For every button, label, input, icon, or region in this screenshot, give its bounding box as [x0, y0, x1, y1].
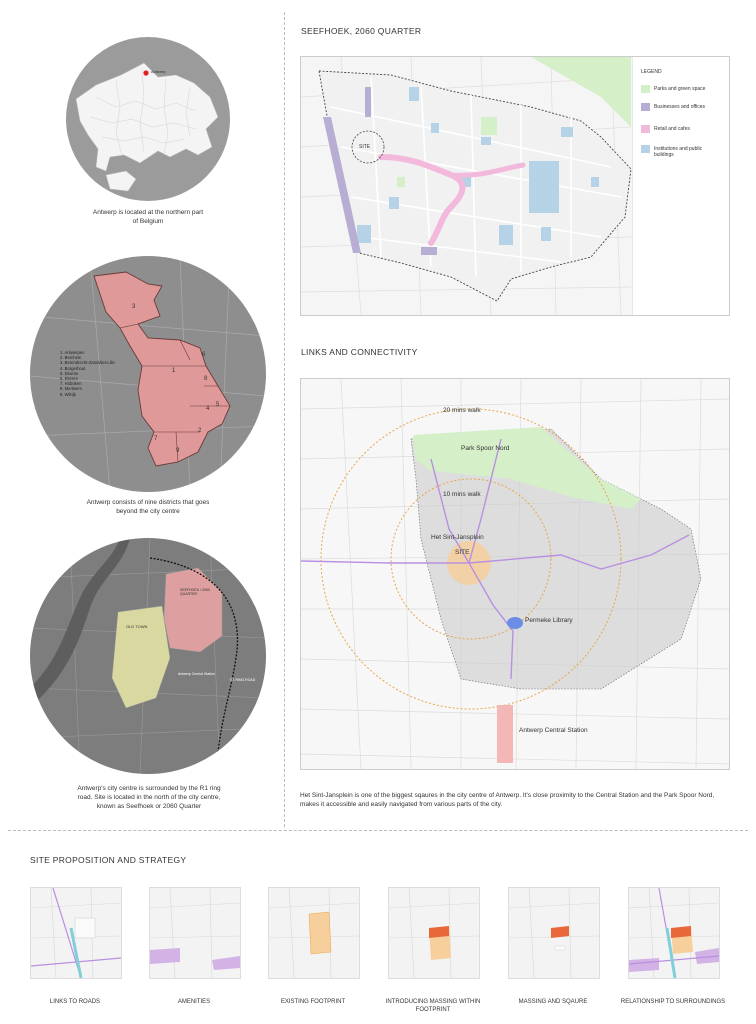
seefhoek-map — [300, 56, 730, 316]
district-number-5: 5 — [216, 402, 220, 408]
strategy-step-amenities — [149, 887, 241, 979]
ring-caption: Antwerp's city centre is surrounded by the R1 ring road. Site is located in the north of the city centre, known as Seefhoek or 2060 Quarter — [77, 785, 221, 810]
strategy-title: SITE PROPOSITION AND STRATEGY — [30, 855, 187, 865]
strategy-label-surroundings: RELATIONSHIP TO SURROUNDINGS — [620, 999, 726, 1005]
park-label: Park Spoor Nord — [461, 445, 510, 452]
ring-map — [30, 538, 266, 774]
links-site-label: SITE — [455, 549, 470, 556]
legend-swatch-business — [641, 103, 650, 111]
seefhoek-site-label: SITE — [359, 144, 371, 150]
walk-10-label: 10 mins walk — [443, 491, 481, 498]
strategy-step-footprint — [268, 887, 360, 979]
square-label: Het Sint-Jansplein — [431, 534, 484, 541]
central-station-label: Antwerp Central Station — [178, 672, 215, 676]
vertical-divider — [284, 12, 285, 827]
district-number-7: 7 — [154, 436, 158, 442]
links-title: LINKS AND CONNECTIVITY — [301, 347, 418, 357]
districts-caption: Antwerp consists of nine districts that goes beyond the city centre — [86, 499, 210, 515]
strategy-step-square — [508, 887, 600, 979]
library-label: Permeke Library — [525, 617, 573, 624]
strategy-step-links — [30, 887, 122, 979]
district-number-3: 3 — [132, 304, 136, 310]
legend-label-institutions: Institutions and public buildings — [654, 146, 703, 158]
strategy-label-massing: INTRODUCING MASSING WITHIN FOOTPRINT — [385, 999, 481, 1013]
district-list: 1. Antwerpen 2. Berchem 3. Berendrecht-Zandvliet-Lillo 4. Borgerhout 5. Deurne 6. Ekeren 7. Hoboken 8. Merksem 9. Wilrijk — [60, 350, 115, 397]
legend-label-retail: Retail and cafes — [654, 126, 690, 132]
strategy-label-amenities: AMENITIES — [177, 999, 211, 1005]
station-label: Antwerp Central Station — [519, 727, 588, 734]
district-number-6: 6 — [202, 352, 206, 358]
strategy-step-massing — [388, 887, 480, 979]
walk-20-label: 20 mins walk — [443, 407, 481, 414]
legend-title: LEGEND — [641, 69, 662, 75]
antwerp-marker-label: Antwerp — [151, 69, 166, 74]
strategy-label-footprint: EXISTING FOOTPRINT — [280, 999, 346, 1005]
district-number-4: 4 — [206, 406, 210, 412]
strategy-label-links: LINKS TO ROADS — [49, 999, 101, 1005]
district-number-9: 9 — [176, 448, 180, 454]
legend-label-parks: Parks and green space — [654, 86, 706, 92]
strategy-step-surroundings — [628, 887, 720, 979]
district-number-1: 1 — [172, 368, 176, 374]
belgium-caption: Antwerp is located at the northern part of Belgium — [92, 209, 204, 225]
strategy-label-square: MASSING AND SQAURE — [518, 999, 588, 1005]
district-number-2: 2 — [198, 428, 202, 434]
seefhoek-title: SEEFHOEK, 2060 QUARTER — [301, 26, 422, 36]
district-number-8: 8 — [204, 376, 208, 382]
districts-map — [30, 256, 266, 492]
seefhoek-label: SEEFHOEK / 2060 QUARTER — [180, 588, 210, 596]
ring-road-label: R1 RING ROAD — [230, 678, 256, 682]
old-town-label: OLD TOWN — [126, 624, 148, 629]
links-map — [300, 378, 730, 770]
legend-swatch-parks — [641, 85, 650, 93]
legend-label-business: Businesses and offices — [654, 104, 706, 110]
belgium-map — [66, 37, 230, 201]
antwerp-marker — [143, 70, 148, 75]
legend-swatch-retail — [641, 125, 650, 133]
horizontal-divider — [8, 830, 748, 831]
legend-swatch-institutions — [641, 145, 650, 153]
links-description: Het Sint-Jansplein is one of the biggest sqaures in the city centre of Antwerp. It's close proximity to the Central Station and the Park Spoor Nord, makes it accessible and easily navigated from various parts of the city. — [300, 792, 715, 808]
